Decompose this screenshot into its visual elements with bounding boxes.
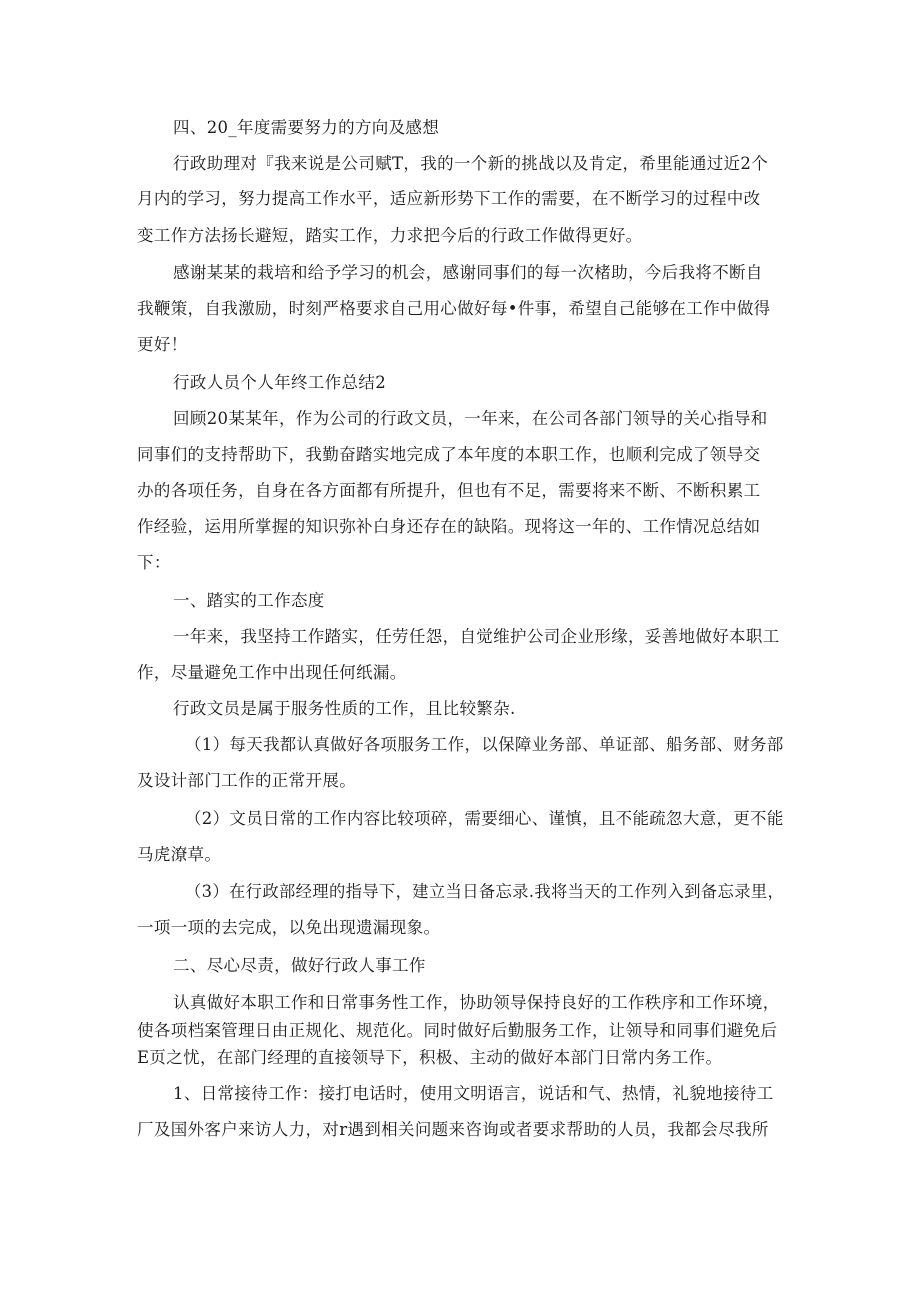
paragraph-line: 变工作方法扬长避短，踏实工作，力求把今后的行政工作做得更好。 xyxy=(137,226,643,245)
paragraph-line: 使各项档案管理日由正规化、规范化。同时做好后勤服务工作，让领导和同事们避免后 xyxy=(137,1021,778,1040)
paragraph-line: 行政助理对『我来说是公司赋T，我的一个新的挑战以及肯定，希里能通过近2个 xyxy=(173,154,769,173)
section-heading: 四、20_年度需要努力的方向及感想 xyxy=(173,118,440,137)
paragraph-line: 办的各项任务，自身在各方面都有所提升，但也有不足，需要将来不断、不断积累工 xyxy=(137,481,761,500)
paragraph-line: 更好！ xyxy=(137,335,188,354)
paragraph-line: 月内的学习，努力提高工作水平，适应新形势下工作的需要，在不断学习的过程中改 xyxy=(137,189,761,208)
paragraph-line: 我鞭策，自我激励，时刻严格要求自己用心做好每•件事，希望自己能够在工作中做得 xyxy=(137,299,771,318)
paragraph-line: 行政文员是属于服务性质的工作，且比较繁杂. xyxy=(173,699,516,718)
list-item-line: 及设计部门工作的正常开展。 xyxy=(137,771,357,790)
paragraph-line: 回顾20某某年，作为公司的行政文员，一年来，在公司各部门领导的关心指导和 xyxy=(173,409,768,428)
list-item-line: 一项一项的去完成，以免出现遗漏现象。 xyxy=(137,918,441,937)
section-heading: 一、踏实的工作态度 xyxy=(173,591,325,610)
paragraph-line: 下： xyxy=(137,553,171,572)
paragraph-line: 一年来，我坚持工作踏实，任劳任怨，自觉维护公司企业形缘，妥善地做好本职工 xyxy=(173,627,780,646)
list-item-line: （1）每天我都认真做好各项服务工作，以保障业务部、单证部、船务部、财务部 xyxy=(185,735,784,754)
paragraph-line: 1、日常接待工作：接打电话时，使用文明语言，说话和气、热情，礼貌地接待工 xyxy=(173,1084,774,1103)
paragraph-line: 作经验，运用所掌握的知识弥补白身还存在的缺陷。现将这一年的、工作情况总结如 xyxy=(137,517,761,536)
paragraph-line: 厂及国外客户来访人力，对r遇到相关问题来咨询或者要求帮助的人员，我都会尽我所 xyxy=(137,1120,769,1139)
section-heading: 二、尽心尽责，做好行政人事工作 xyxy=(173,956,426,975)
paragraph-line: 作，尽量避免工作中出现任何纸漏。 xyxy=(137,663,407,682)
list-item-line: （3）在行政部经理的指导下，建立当日备忘录.我将当天的工作列入到备忘录里， xyxy=(185,882,785,901)
list-item-line: 马虎潦草。 xyxy=(137,845,222,864)
paragraph-line: 感谢某某的栽培和给予学习的机会，感谢同事们的每一次楮助，今后我将不断自 xyxy=(173,263,763,282)
paragraph-line: E页之忧，在部门经理的直接领导下，积极、主动的做好本部门日常内务工作。 xyxy=(137,1048,723,1067)
paragraph-line: 同事们的支持帮助下，我勤奋踏实地完成了本年度的本职工作，也顺利完成了领导交 xyxy=(137,445,761,464)
list-item-line: （2）文员日常的工作内容比较项碎，需要细心、谨慎，且不能疏忽大意，更不能 xyxy=(185,809,784,828)
paragraph-line: 认真做好本职工作和日常事务性工作，协助领导保持良好的工作秩序和工作环境， xyxy=(173,993,780,1012)
document-title: 行政人员个人年终工作总结2 xyxy=(173,373,387,392)
